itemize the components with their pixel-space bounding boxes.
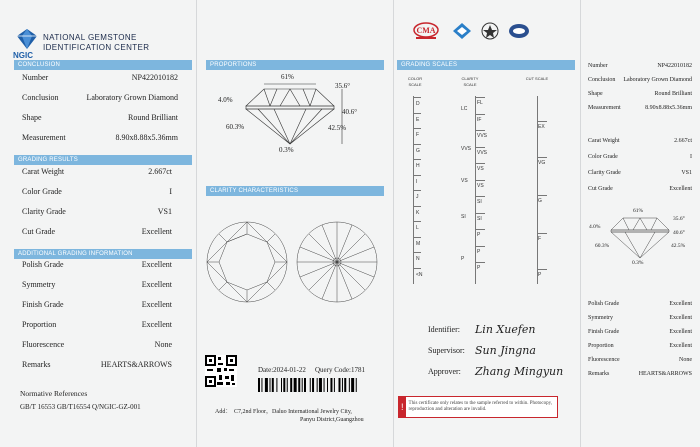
clarity-sub-label: FL [477,100,483,106]
info-row [588,170,692,176]
disclaimer-text: This certificate only relates to the sample referred to within. Photocopy, reproduction and alteration are invalid. [408,401,553,412]
info-label: Number [22,73,49,82]
info-label: Color Grade [588,154,618,160]
org-name-line1: NATIONAL GEMSTONE [43,33,137,42]
color-grade-letter: G [416,147,420,154]
info-label: Fluorescence [22,340,65,349]
info-row [22,133,178,142]
signature-name: Zhang Mingyun [475,365,564,378]
cut-tick [537,195,547,196]
cnas-badge-icon [452,22,472,40]
cut-grade-label: VG [538,160,546,166]
clarity-group-label: LC [461,106,468,112]
color-grade-letter: J [416,194,419,200]
clarity-tick [475,196,485,197]
info-row [588,315,692,321]
info-row [22,187,172,196]
cut-grade-label: P [538,272,542,278]
color-tick [413,113,421,114]
side-culet: 0.3% [632,260,644,266]
info-value: Excellent [669,186,692,192]
pavilion-angle: 40.6° [342,108,358,116]
clarity-tick [475,180,485,181]
crown-height: 4.0% [218,96,233,104]
info-label: Proportion [22,320,57,329]
info-row [22,227,172,236]
info-row [588,371,692,377]
grading-results-header: GRADING RESULTS [14,155,192,165]
info-value: Round Brilliant [128,113,178,122]
side-table-percent: 61% [633,208,644,214]
info-value: Round Brilliant [654,91,692,97]
info-value: NP422010182 [131,73,178,82]
color-tick [413,221,421,222]
info-row [22,167,172,176]
info-value: Excellent [141,320,172,329]
clarity-sub-label: VVS [477,149,488,156]
logo-text: NGIC [13,51,33,60]
signature-role: Identifier: [428,325,460,334]
info-row [22,300,172,309]
clarity-tick [475,262,485,263]
info-value: HEARTS&ARROWS [100,360,172,369]
info-row [588,105,692,111]
signature-role: Approver: [428,367,461,376]
info-row [22,260,172,269]
side-pavilion-angle: 40.6° [673,230,685,236]
clarity-sub-label: P [477,248,481,255]
info-row [22,320,172,329]
disclaimer-box [398,396,558,418]
color-grade-letter: M [416,240,421,247]
clarity-sub-label: VS [477,166,484,172]
signature-role: Supervisor: [428,346,465,355]
info-label: Polish Grade [588,301,620,307]
side-proportions-diagram [585,202,695,274]
info-row [22,207,172,216]
info-value: 8.90x8.88x5.36mm [115,133,178,142]
address-label: Add： [215,409,232,415]
clarity-tick [475,97,485,98]
clarity-group-label: VVS [461,146,472,152]
barcode-bar [351,378,354,392]
barcode-bar [276,378,277,392]
color-tick [413,159,421,160]
barcode-bar [334,378,335,392]
info-row [22,113,178,122]
info-label: Symmetry [22,280,56,289]
barcode-bar [327,378,328,392]
color-scale-heading: COLOR SCALE [407,76,423,87]
barcode-bar [304,378,306,392]
clarity-sub-label: P [477,232,481,238]
barcode-bar [317,378,318,392]
grading-scales-chart [397,74,577,284]
info-value: Excellent [669,301,692,307]
address-line1: C7,2nd Floor，Daluo International Jewelry City, [234,409,352,415]
info-value: None [154,340,172,349]
clarity-scale-heading: CLARITY SCALE [461,76,479,87]
color-grade-letter: <N [416,271,423,278]
clarity-sub-label: VS [477,182,484,189]
grading-scales-header: GRADING SCALES [397,60,575,70]
info-row [588,329,692,335]
proportions-header: PROPORTIONS [206,60,384,70]
barcode-bar [298,378,300,392]
info-value: Laboratory Grown Diamond [623,77,692,83]
barcode-bar [310,378,311,392]
qr-code [205,355,237,387]
color-grade-letter: E [416,116,420,123]
side-crown-height: 4.0% [589,224,601,230]
info-label: Measurement [22,133,66,142]
clarity-sub-label: VVS [477,133,488,139]
info-label: Clarity Grade [588,170,621,176]
cma-badge-icon [412,22,440,40]
info-value: I [690,154,692,160]
info-value: Excellent [669,343,692,349]
side-crown-angle: 35.6° [673,216,685,222]
color-tick [413,128,421,129]
info-label: Fluorescence [588,357,620,363]
info-label: Conclusion [22,93,59,102]
info-row [588,357,692,363]
fold-line [393,0,394,447]
color-tick [413,97,421,98]
color-tick [413,268,421,269]
info-value: Excellent [141,280,172,289]
fold-line [196,0,197,447]
info-value: 2.667ct [674,138,692,144]
info-label: Shape [588,91,603,97]
color-tick [413,144,421,145]
info-row [22,73,178,82]
query-code: Query Code:1781 [315,366,365,374]
normative-refs: GB/T 16553 GB/T16554 Q/NGIC-GZ-001 [20,403,141,411]
info-value: HEARTS&ARROWS [638,371,692,377]
clarity-tick [475,213,485,214]
info-label: Carat Weight [22,167,65,176]
barcode-bar [287,378,288,392]
info-row [588,63,692,69]
color-tick [413,252,421,253]
color-tick [413,237,421,238]
info-row [22,340,172,349]
signature-name: Sun Jingna [475,344,536,357]
clarity-group-label: VS [461,178,468,184]
issue-date: Date:2024-01-22 [258,366,306,374]
org-name-line2: IDENTIFICATION CENTER [43,43,150,52]
cut-grade-label: G [538,198,542,204]
clarity-tick [475,246,485,247]
clarity-group-label: SI [461,214,466,220]
color-tick [413,175,421,176]
info-label: Finish Grade [22,300,64,309]
color-grade-letter: N [416,256,420,262]
info-value: Excellent [669,315,692,321]
clarity-tick [475,229,485,230]
info-row [588,77,692,83]
barcode-bar [339,378,341,392]
info-label: Number [588,63,608,69]
info-value: Excellent [141,227,172,236]
cma-badge-text: CMA [416,26,436,35]
clarity-sub-label: SI [477,199,482,205]
cut-scale-heading: CUT SCALE [525,76,549,81]
info-label: Finish Grade [588,329,620,335]
info-value: VS1 [681,170,692,176]
info-row [588,154,692,160]
crown-angle: 35.6° [335,82,351,90]
info-value: 8.90x8.88x5.36mm [645,105,692,111]
pavilion-depth: 42.5% [328,124,347,132]
barcode-bar [344,378,346,392]
info-label: Clarity Grade [22,207,66,216]
warning-icon: ! [399,397,406,417]
clarity-sub-label: IF [477,116,482,123]
info-row [588,301,692,307]
barcode-bar [330,378,332,392]
color-tick [413,190,421,191]
total-depth: 60.3% [226,123,245,131]
info-label: Carat Weight [588,138,620,144]
info-row [22,93,178,102]
info-value: Excellent [669,329,692,335]
clarity-group-label: P [461,256,465,262]
barcode-bar [272,378,274,392]
info-value: Excellent [141,260,172,269]
culet: 0.3% [279,146,294,154]
color-tick [413,206,421,207]
barcode-bar [290,378,292,392]
color-grade-letter: L [416,225,419,231]
clarity-sub-label: SI [477,215,482,222]
info-label: Symmetry [588,315,613,321]
color-grade-letter: K [416,209,420,216]
info-value: Laboratory Grown Diamond [86,93,178,102]
info-label: Cut Grade [588,186,613,192]
barcode-bar [312,378,314,392]
clarity-sub-label: P [477,265,481,271]
clarity-tick [475,163,485,164]
clarity-plot [200,215,390,310]
info-value: None [679,357,692,363]
info-value: NP422010182 [657,63,692,69]
cut-tick [537,157,547,158]
info-value: Excellent [141,300,172,309]
clarity-tick [475,147,485,148]
color-grade-letter: D [416,101,420,107]
info-row [22,360,172,369]
side-pavilion-depth: 42.5% [671,243,686,249]
info-label: Remarks [588,371,610,377]
address-line2: Panyu District,Guangzhou [300,417,364,423]
conclusion-header: CONCLUSION [14,60,192,70]
cut-tick [537,233,547,234]
info-row [588,343,692,349]
cut-tick [537,269,547,270]
info-row [588,138,692,144]
org-name [43,33,149,53]
info-label: Conclusion [588,77,616,83]
info-label: Cut Grade [22,227,56,236]
barcode-bar [261,378,262,392]
cut-tick [537,121,547,122]
info-row [22,280,172,289]
color-grade-letter: I [416,178,418,185]
barcode-bar [356,378,357,392]
ngic-logo-icon [16,28,38,50]
info-label: Remarks [22,360,51,369]
barcode-bar [283,378,285,392]
info-label: Shape [22,113,42,122]
info-row [588,91,692,97]
info-label: Measurement [588,105,621,111]
table-percent: 61% [281,73,294,81]
accreditation-badge-icon [508,23,530,39]
color-grade-letter: H [416,163,420,169]
barcode-bar [349,378,350,392]
cut-grade-label: F [538,236,542,242]
info-label: Polish Grade [22,260,64,269]
barcode-bar [324,378,325,392]
barcode-bar [294,378,297,392]
clarity-scale-line [475,96,476,284]
proportions-diagram [206,72,384,157]
info-value: VS1 [157,207,172,216]
info-label: Proportion [588,343,614,349]
fold-line [580,0,581,447]
additional-info-header: ADDITIONAL GRADING INFORMATION [14,249,192,259]
ilac-badge-icon [481,22,499,40]
info-value: I [169,187,172,196]
barcode-bar [258,378,260,392]
clarity-tick [475,114,485,115]
info-row [588,186,692,192]
clarity-header: CLARITY CHARACTERISTICS [206,186,384,196]
clarity-tick [475,130,485,131]
info-label: Color Grade [22,187,62,196]
color-grade-letter: F [416,132,420,138]
side-total-depth: 60.3% [595,243,610,249]
info-value: 2.667ct [148,167,172,176]
barcode-bar [265,378,268,392]
barcode-bar [319,378,322,392]
barcode-bar [342,378,343,392]
barcode [258,378,384,392]
normative-title: Normative References [20,389,88,398]
signature-name: Lin Xuefen [475,323,536,336]
barcode-bar [270,378,271,392]
barcode-bar [281,378,282,392]
barcode-bar [302,378,303,392]
cut-grade-label: EX [538,124,545,130]
